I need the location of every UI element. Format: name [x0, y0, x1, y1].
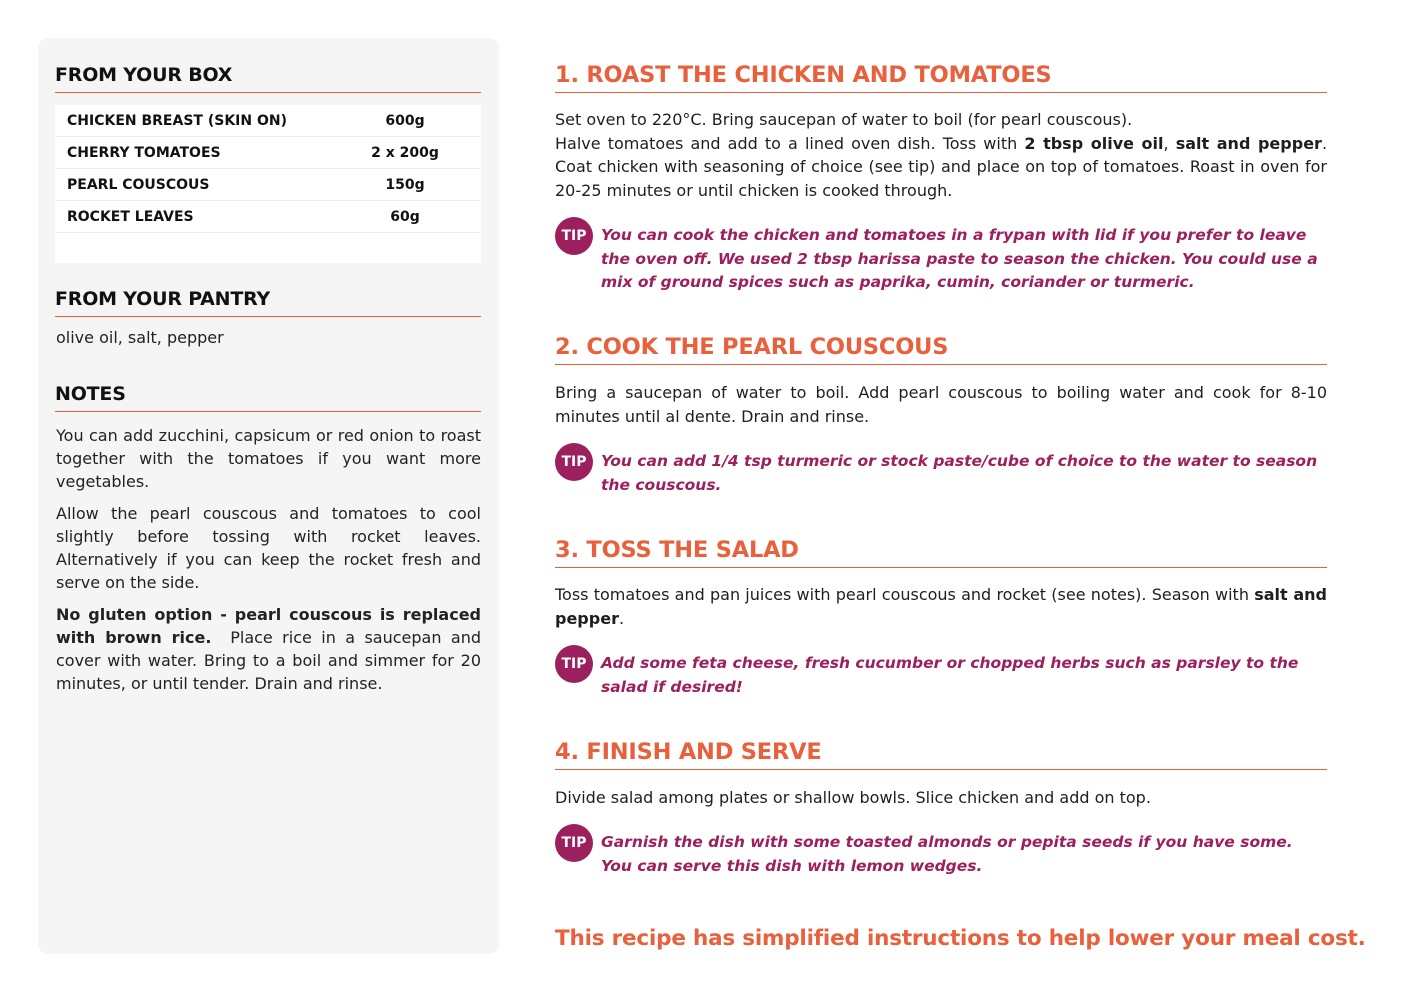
step-2-body: Bring a saucepan of water to boil. Add pearl couscous to boiling water and cook for 8-10 minutes until al dente. Drain and rinse. — [555, 383, 1327, 426]
table-row — [55, 137, 481, 169]
ingredient-name: CHICKEN BREAST (SKIN ON) — [67, 112, 287, 129]
pantry-items: olive oil, salt, pepper — [56, 328, 224, 347]
step-text-bold: 2 tbsp olive oil — [1024, 133, 1164, 153]
ingredient-qty: 60g — [390, 208, 420, 225]
step-4-body: Divide salad among plates or shallow bowls. Slice chicken and add on top. — [555, 788, 1151, 807]
table-row — [55, 169, 481, 201]
step-3-body — [555, 583, 1327, 630]
ingredient-name: PEARL COUSCOUS — [67, 176, 210, 193]
step-1-line — [555, 132, 1327, 203]
step-1-body — [555, 108, 1327, 202]
step-text: . Coat chicken with seasoning of choice (see tip) and place on top of tomatoes. Roast in oven for 20-25 minutes or until chicken is cooked through. — [555, 133, 1328, 200]
tip-badge: TIP — [555, 443, 593, 481]
from-your-box-heading: FROM YOUR BOX — [55, 64, 481, 93]
note-paragraph: You can add zucchini, capsicum or red onion to roast together with the tomatoes if you want more vegetables. — [56, 426, 481, 491]
ingredient-name: CHERRY TOMATOES — [67, 144, 221, 161]
tip-badge: TIP — [555, 217, 593, 255]
notes-heading: NOTES — [55, 383, 481, 412]
step-text: Toss tomatoes and pan juices with pearl couscous and rocket (see notes). Season with — [555, 585, 1255, 604]
box-ingredients-table — [55, 105, 481, 263]
ingredient-qty: 600g — [385, 112, 425, 129]
step-3-title: 3. TOSS THE SALAD — [555, 537, 1327, 568]
gluten-free-instructions: Place rice in a saucepan and cover with water. Bring to a boil and simmer for 20 minutes, or until tender. Drain and rinse. — [56, 628, 482, 693]
simplified-recipe-note: This recipe has simplified instructions to help lower your meal cost. — [555, 926, 1366, 951]
from-your-pantry-heading: FROM YOUR PANTRY — [55, 288, 481, 317]
tip-badge: TIP — [555, 824, 593, 862]
note-paragraph — [56, 603, 481, 695]
gluten-free-option: No gluten option - pearl couscous is replaced with brown rice. — [56, 605, 481, 647]
ingredient-qty: 2 x 200g — [371, 144, 439, 161]
tip-text: You can cook the chicken and tomatoes in a frypan with lid if you prefer to leave the oven off. We used 2 tbsp harissa paste to season the chicken. You could use a mix of ground spices such as paprika, cumin, coriander or turmeric. — [601, 226, 1318, 291]
tip-text: Garnish the dish with some toasted almonds or pepita seeds if you have some. You can serve this dish with lemon wedges. — [601, 833, 1293, 875]
ingredient-qty: 150g — [385, 176, 425, 193]
step-1-line: Set oven to 220°C. Bring saucepan of water to boil (for pearl couscous). — [555, 110, 1133, 129]
ingredient-name: ROCKET LEAVES — [67, 208, 194, 225]
step-text-bold: salt and pepper — [555, 585, 1327, 628]
notes-body — [56, 424, 481, 704]
step-4-title: 4. FINISH AND SERVE — [555, 739, 1327, 770]
step-2-title: 2. COOK THE PEARL COUSCOUS — [555, 334, 1327, 365]
step-text: Halve tomatoes and add to a lined oven dish. Toss with — [555, 133, 1025, 153]
step-text: , — [1163, 133, 1176, 153]
ingredients-sidebar — [38, 38, 499, 954]
tip-text: You can add 1/4 tsp turmeric or stock paste/cube of choice to the water to season the couscous. — [601, 452, 1318, 494]
table-row — [55, 201, 481, 233]
table-row — [55, 105, 481, 137]
tip-badge: TIP — [555, 645, 593, 683]
tip-text: Add some feta cheese, fresh cucumber or chopped herbs such as parsley to the salad if desired! — [601, 654, 1299, 696]
note-paragraph: Allow the pearl couscous and tomatoes to cool slightly before tossing with rocket leaves. Alternatively if you can keep the rocket fresh and serve on the side. — [56, 504, 481, 592]
step-text-bold: salt and pepper — [1175, 133, 1322, 153]
step-text: . — [618, 608, 625, 628]
step-1-title: 1. ROAST THE CHICKEN AND TOMATOES — [555, 62, 1327, 93]
